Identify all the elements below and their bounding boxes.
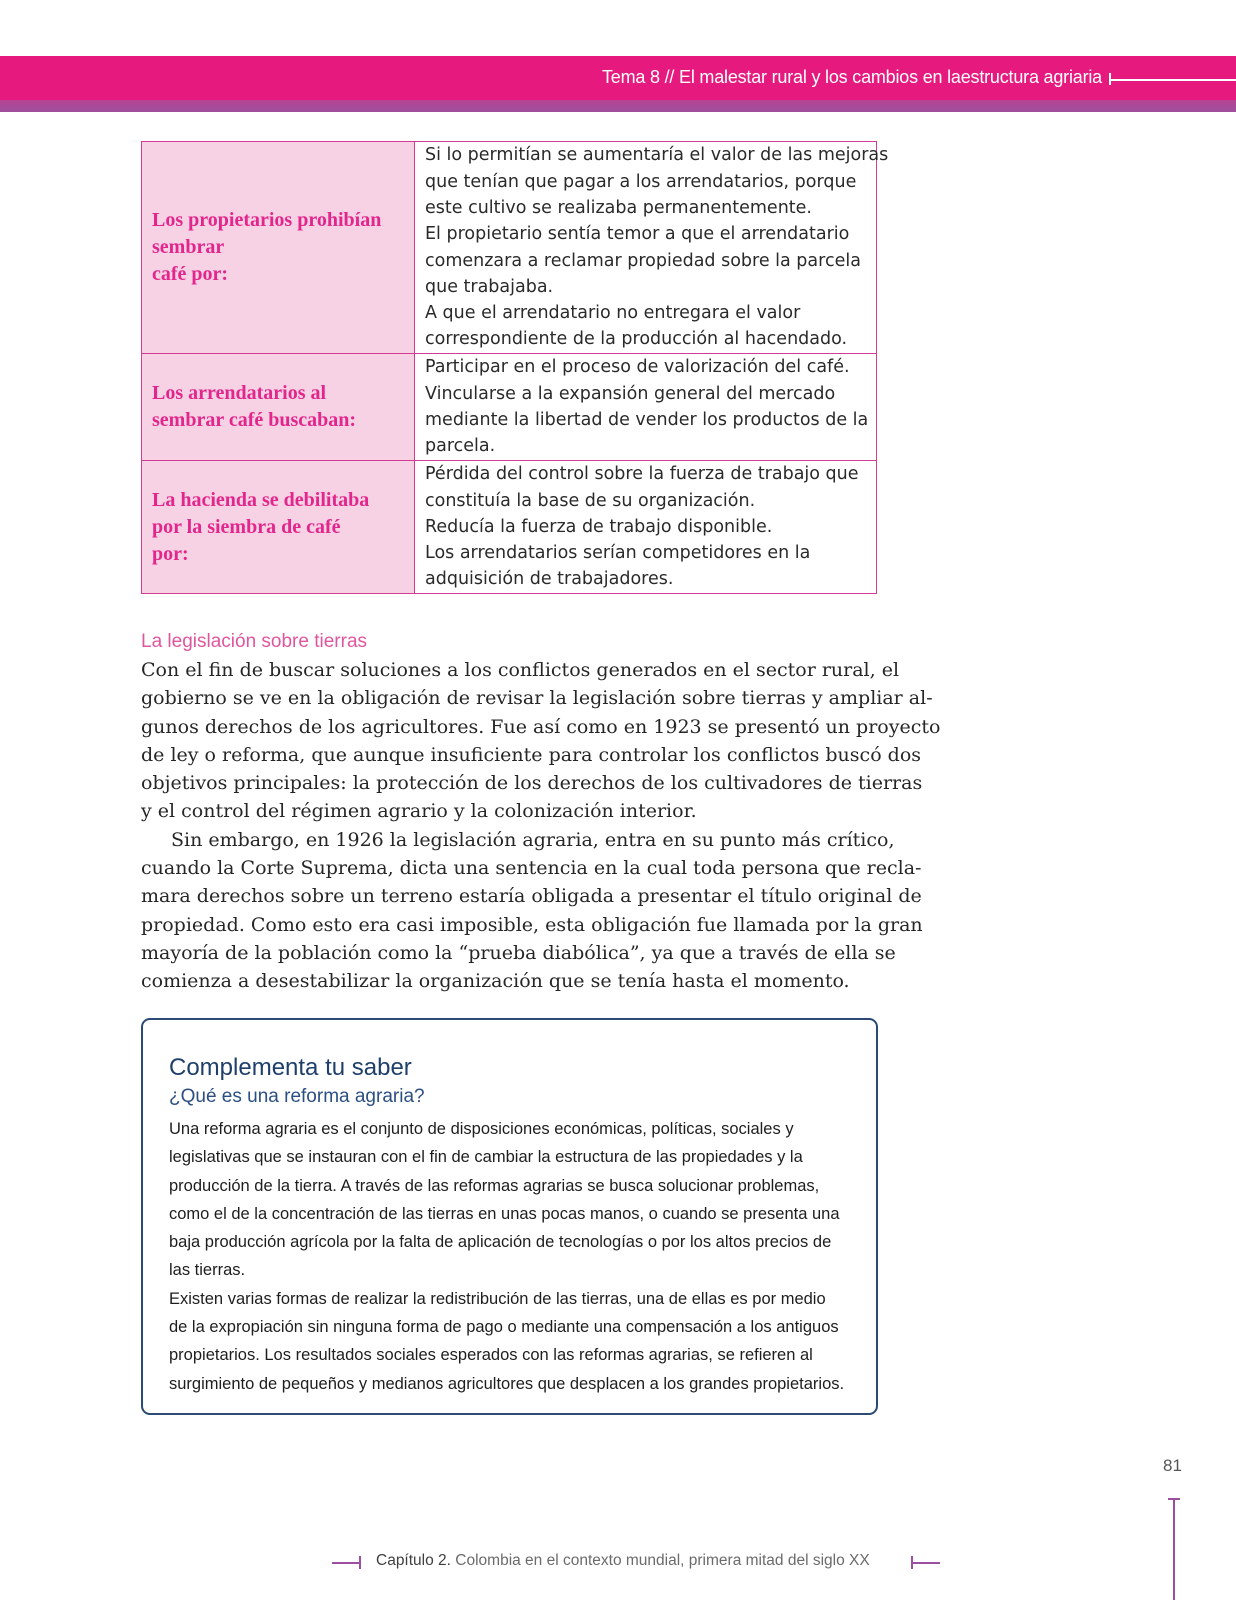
row-text <box>415 461 877 594</box>
footer-left-tick <box>359 1556 361 1569</box>
text-line: Si lo permitían se aumentaría el valor de las mejoras <box>425 145 889 166</box>
row-text <box>415 142 889 354</box>
label-line: sembrar café buscaban: <box>152 409 357 431</box>
text-line: Vincularse a la expansión general del mercado <box>425 383 836 404</box>
complementa-box <box>141 1018 878 1415</box>
text-line: Los arrendatarios serían competidores en la <box>425 543 811 564</box>
label-line: sembrar <box>152 236 225 258</box>
text-line: comenzara a reclamar propiedad sobre la parcela <box>425 250 861 271</box>
text-line: correspondiente de la producción al hacendado. <box>425 329 848 350</box>
causes-table <box>141 141 889 594</box>
text-line: este cultivo se realizaba permanentemente. <box>425 197 812 218</box>
section-heading: La legislación sobre tierras <box>141 631 368 652</box>
text-line: parcela. <box>425 436 496 457</box>
paragraph-line: comienza a desestabilizar la organización que se tenía hasta el momento. <box>141 970 850 993</box>
row-text <box>415 354 877 461</box>
row-label <box>142 142 415 354</box>
paragraph-line: cuando la Corte Suprema, dicta una sentencia en la cual toda persona que recla- <box>141 857 922 880</box>
header-shadow-band <box>0 100 1236 112</box>
row-label <box>142 461 415 594</box>
box-line: propietarios. Los resultados sociales esperados con las reformas agrarias, se refieren al <box>169 1346 813 1365</box>
header-rule <box>1111 79 1236 81</box>
box-line: legislativas que se instauran con el fin de cambiar la estructura de las propiedades y la <box>169 1148 803 1167</box>
text-line: Pérdida del control sobre la fuerza de trabajo que <box>425 464 859 485</box>
paragraph-line: objetivos principales: la protección de los derechos de los cultivadores de tierras <box>141 772 923 795</box>
paragraph-line: Con el fin de buscar soluciones a los conflictos generados en el sector rural, el <box>141 659 900 681</box>
text-line: adquisición de trabajadores. <box>425 569 674 590</box>
label-line: café por: <box>152 263 229 285</box>
chapter-label: Capítulo 2. <box>376 1552 451 1569</box>
text-line: A que el arrendatario no entregara el valor <box>425 303 801 324</box>
box-line: surgimiento de pequeños y medianos agricultores que desplacen a los grandes propietarios. <box>169 1374 845 1393</box>
label-line: Los propietarios prohibían <box>152 209 382 231</box>
label-line: por la siembra de café <box>152 515 341 538</box>
text-line: El propietario sentía temor a que el arrendatario <box>425 224 850 245</box>
paragraph-line: Sin embargo, en 1926 la legislación agraria, entra en su punto más crítico, <box>171 828 895 851</box>
box-line: de la expropiación sin ninguna forma de pago o mediante una compensación a los antiguos <box>169 1318 839 1337</box>
footer-chapter <box>376 1552 870 1570</box>
paragraph-line: gobierno se ve en la obligación de revisar la legislación sobre tierras y ampliar al- <box>141 687 933 710</box>
text-line: que tenían que pagar a los arrendatarios, porque <box>425 171 857 192</box>
box-line: las tierras. <box>169 1261 246 1280</box>
table-row <box>142 461 877 594</box>
page-number: 81 <box>1163 1456 1182 1475</box>
text-line: Participar en el proceso de valorización del café. <box>425 357 850 378</box>
box-subtitle: ¿Qué es una reforma agraria? <box>169 1086 425 1107</box>
box-line: Una reforma agraria es el conjunto de disposiciones económicas, políticas, sociales y <box>169 1120 794 1138</box>
text-line: que trabajaba. <box>425 276 554 297</box>
body-text <box>141 656 941 996</box>
footer-left-rule <box>332 1562 360 1564</box>
box-line: producción de la tierra. A través de las reformas agrarias se busca solucionar problemas, <box>169 1176 820 1195</box>
footer-vertical-rule <box>1173 1498 1175 1600</box>
chapter-title: Colombia en el contexto mundial, primera mitad del siglo XX <box>455 1552 870 1569</box>
label-line: por: <box>152 542 189 565</box>
text-line: constituía la base de su organización. <box>425 490 756 511</box>
footer-right-rule <box>912 1562 940 1564</box>
table-row <box>142 354 877 461</box>
box-line: como el de la concentración de las tierras en unas pocas manos, o cuando se presenta una <box>169 1204 840 1223</box>
paragraph-line: propiedad. Como esto era casi imposible, esta obligación fue llamada por la gran <box>141 913 923 936</box>
text-line: mediante la libertad de vender los productos de la <box>425 410 869 430</box>
paragraph-line: de ley o reforma, que aunque insuficiente para controlar los conflictos buscó dos <box>141 743 922 766</box>
table-row <box>142 142 877 354</box>
row-label <box>142 354 415 461</box>
box-line: baja producción agrícola por la falta de aplicación de tecnologías o por los altos precios de <box>169 1233 832 1252</box>
label-line: Los arrendatarios al <box>152 382 327 404</box>
paragraph-line: y el control del régimen agrario y la colonización interior. <box>141 800 697 823</box>
box-line: Existen varias formas de realizar la redistribución de las tierras, una de ellas es por medio <box>169 1289 826 1308</box>
text-line: Reducía la fuerza de trabajo disponible. <box>425 516 773 537</box>
paragraph-line: gunos derechos de los agricultores. Fue así como en 1923 se presentó un proyecto <box>141 715 941 738</box>
box-text <box>169 1115 849 1398</box>
paragraph-line: mayoría de la población como la “prueba diabólica”, ya que a través de ella se <box>141 941 896 964</box>
paragraph-line: mara derechos sobre un terreno estaría obligada a presentar el título original de <box>141 885 922 908</box>
header-title: Tema 8 // El malestar rural y los cambios en laestructura agriaria <box>601 67 1102 87</box>
box-title: Complementa tu saber <box>169 1054 412 1081</box>
label-line: La hacienda se debilitaba <box>152 488 370 511</box>
